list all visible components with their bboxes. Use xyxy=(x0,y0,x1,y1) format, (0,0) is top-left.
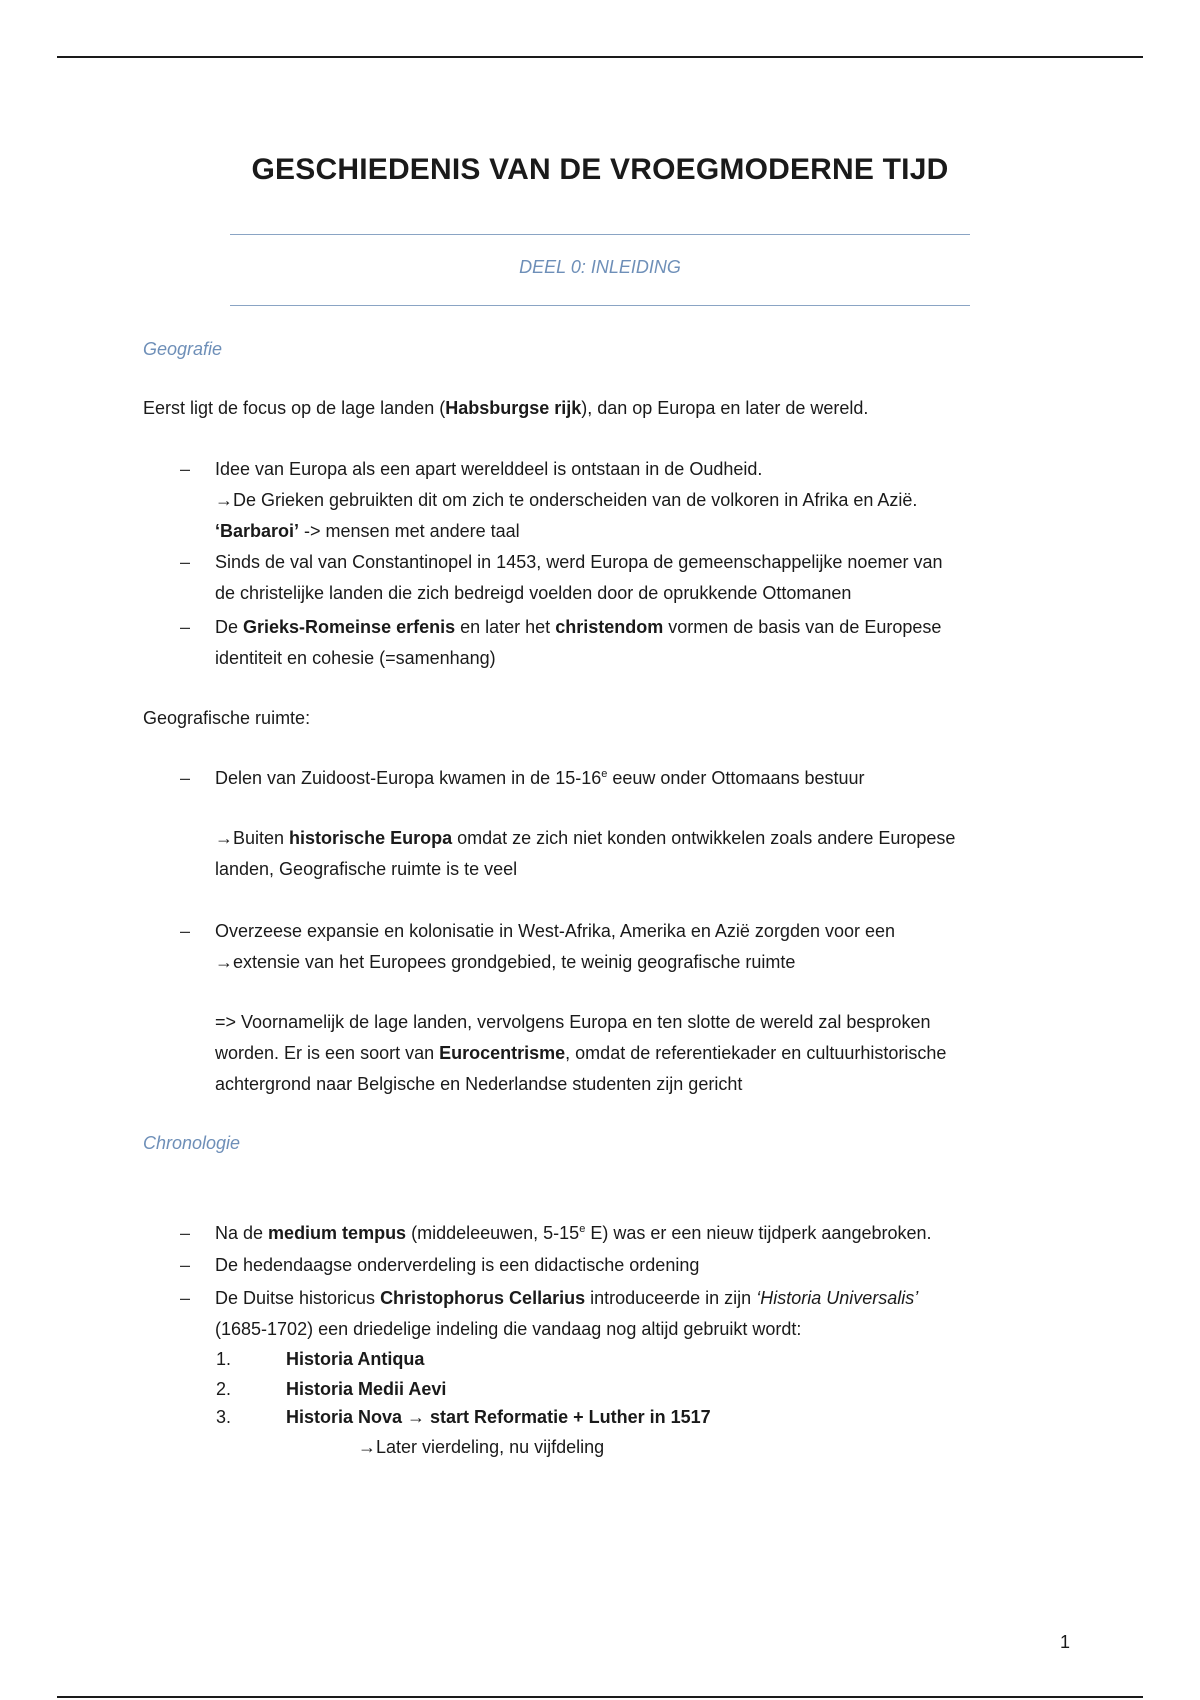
text: worden. Er is een soort van xyxy=(215,1043,440,1063)
text: omdat ze zich niet konden ontwikkelen zoals andere Europese xyxy=(452,828,956,848)
conclusion-line: achtergrond naar Belgische en Nederlandse studenten zijn gericht xyxy=(215,1074,743,1094)
text: vormen de basis van de Europese xyxy=(663,617,942,637)
bullet-line: (1685-1702) een driedelige indeling die vandaag nog altijd gebruikt wordt: xyxy=(215,1319,802,1339)
bold-term: Christophorus Cellarius xyxy=(380,1288,586,1308)
bullet-line xyxy=(215,612,1065,643)
heading-chronologie: Chronologie xyxy=(143,1133,241,1153)
bullet-line: Overzeese expansie en kolonisatie in West-Afrika, Amerika en Azië zorgden voor een xyxy=(215,921,896,941)
bold-term: christendom xyxy=(555,617,664,637)
subtitle-rule-top xyxy=(230,234,970,235)
bullet-dash: – xyxy=(180,1255,191,1275)
bullet-erfenis xyxy=(215,612,1065,674)
bold-term: ‘Barbaroi’ xyxy=(215,521,300,541)
text: Na de xyxy=(215,1223,269,1243)
list-number: 2. xyxy=(216,1379,232,1399)
text: De xyxy=(215,617,244,637)
bullet-cellarius xyxy=(215,1283,1065,1345)
page-number: 1 xyxy=(1059,1632,1070,1652)
intro-text: Eerst ligt de focus op de lage landen ( xyxy=(143,398,446,418)
bullet-overzeese xyxy=(215,916,1065,978)
bullet-onderverdeling: De hedendaagse onderverdeling is een didactische ordening xyxy=(215,1255,700,1275)
bullet-dash: – xyxy=(180,552,191,572)
intro-text-end: ), dan op Europa en later de wereld. xyxy=(581,398,869,418)
bullet-line: identiteit en cohesie (=samenhang) xyxy=(215,648,496,668)
conclusion-paragraph xyxy=(215,1007,1065,1100)
bullet-line: Idee van Europa als een apart werelddeel is ontstaan in de Oudheid. xyxy=(215,459,763,479)
bullet-dash: – xyxy=(180,921,191,941)
bullet-dash: – xyxy=(180,768,191,788)
text: De Duitse historicus xyxy=(215,1288,381,1308)
bold-term: Grieks-Romeinse erfenis xyxy=(243,617,456,637)
conclusion-line xyxy=(215,1038,1065,1069)
section-subtitle: DEEL 0: INLEIDING xyxy=(519,257,681,277)
heading-geografie: Geografie xyxy=(143,339,223,359)
superscript: e xyxy=(579,1223,586,1235)
bullet-medium-tempus xyxy=(215,1218,1065,1249)
arrow-line: landen, Geografische ruimte is te veel xyxy=(215,859,518,879)
bold-term: historische Europa xyxy=(289,828,453,848)
conclusion-line: => Voornamelijk de lage landen, vervolgens Europa en ten slotte de wereld zal besproken xyxy=(215,1012,931,1032)
bullet-line: de christelijke landen die zich bedreigd voelden door de oprukkende Ottomanen xyxy=(215,583,852,603)
intro-bold: Habsburgse rijk xyxy=(445,398,582,418)
bold-term: medium tempus xyxy=(268,1223,407,1243)
after-list-note: →Later vierdeling, nu vijfdeling xyxy=(358,1437,605,1457)
bullet-constantinopel xyxy=(215,547,1065,609)
bullet-dash: – xyxy=(180,459,191,479)
bullet-europa-idea xyxy=(215,454,1065,547)
text: en later het xyxy=(455,617,556,637)
bullet-line: →extensie van het Europees grondgebied, te weinig geografische ruimte xyxy=(215,952,796,972)
bullet-line-end: -> mensen met andere taal xyxy=(299,521,520,541)
text: introduceerde in zijn xyxy=(585,1288,757,1308)
bullet-dash: – xyxy=(180,1223,191,1243)
bullet-dash: – xyxy=(180,1288,191,1308)
bold-term: Eurocentrisme xyxy=(439,1043,566,1063)
intro-paragraph xyxy=(143,393,1073,424)
bullet-line: Sinds de val van Constantinopel in 1453, werd Europa de gemeenschappelijke noemer van xyxy=(215,552,943,572)
bullet-line: →De Grieken gebruikten dit om zich te onderscheiden van de volkoren in Afrika en Azië. xyxy=(215,490,918,510)
text: E) was er een nieuw tijdperk aangebroken. xyxy=(585,1223,932,1243)
arrow-line xyxy=(215,823,1065,854)
list-item: Historia Antiqua xyxy=(286,1349,425,1369)
list-item: Historia Nova → start Reformatie + Luther in 1517 xyxy=(286,1407,711,1427)
list-number: 1. xyxy=(216,1349,232,1369)
ruimte-label: Geografische ruimte: xyxy=(143,708,311,728)
header-rule xyxy=(57,56,1143,58)
list-number: 3. xyxy=(216,1407,232,1427)
page-title: GESCHIEDENIS VAN DE VROEGMODERNE TIJD xyxy=(251,153,949,186)
text: , omdat de referentiekader en cultuurhistorische xyxy=(565,1043,947,1063)
arrow-historisch-europa xyxy=(215,823,1065,885)
text: Delen van Zuidoost-Europa kwamen in de 15-16 xyxy=(215,768,602,788)
list-item: Historia Medii Aevi xyxy=(286,1379,447,1399)
text: (middeleeuwen, 5-15 xyxy=(406,1223,580,1243)
footer-rule xyxy=(57,1696,1143,1698)
bullet-dash: – xyxy=(180,617,191,637)
italic-title: ‘Historia Universalis’ xyxy=(756,1288,919,1308)
superscript: e xyxy=(601,768,608,780)
bullet-line xyxy=(215,516,1065,547)
bullet-zuidoost xyxy=(215,763,1065,794)
subtitle-rule-bottom xyxy=(230,305,970,306)
bullet-line xyxy=(215,1283,1065,1314)
text: →Buiten xyxy=(215,828,290,848)
text: eeuw onder Ottomaans bestuur xyxy=(607,768,865,788)
